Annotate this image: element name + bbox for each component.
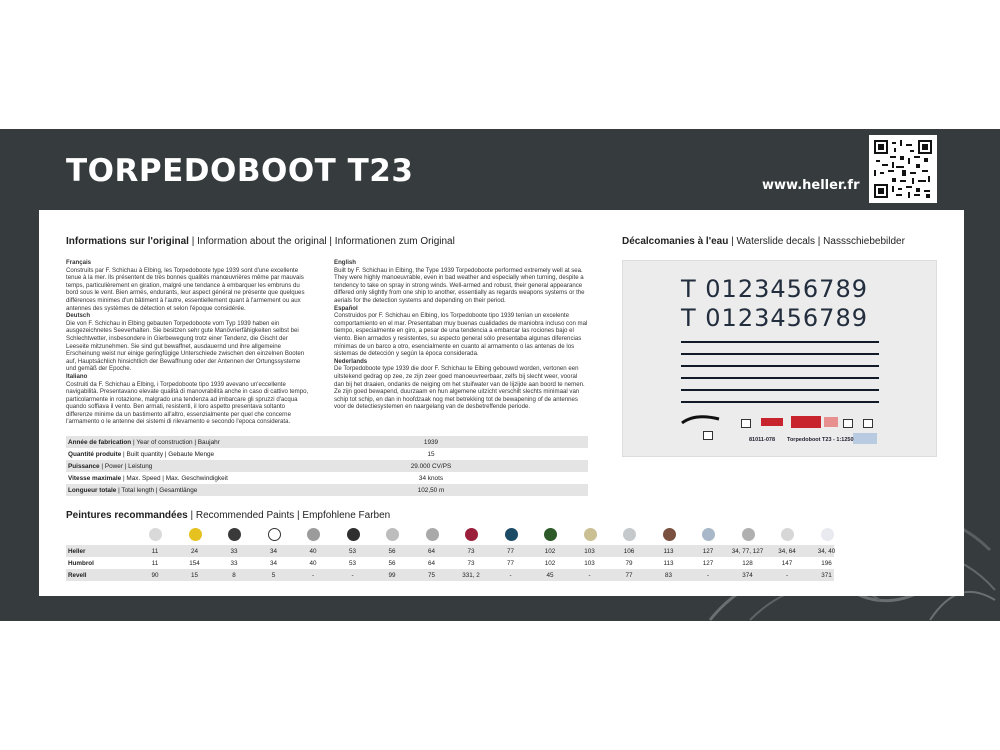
- paint-code: 53: [348, 548, 356, 555]
- decal-stripe: [681, 389, 879, 391]
- decal-ref: 81011-078: [749, 437, 775, 443]
- specs-table: [66, 436, 588, 496]
- paint-code: 24: [190, 548, 198, 555]
- paint-code: 34, 40: [817, 548, 836, 555]
- paint-code: 11: [151, 560, 159, 567]
- paint-code: 15: [190, 572, 198, 579]
- paint-swatch: [386, 528, 399, 541]
- paint-swatch: [189, 528, 202, 541]
- paint-code: 8: [232, 572, 236, 579]
- spec-row: Vitesse maximale | Max. Speed | Max. Geschwindigkeit 34 knots: [66, 472, 588, 484]
- decal-red-flag: [761, 418, 783, 426]
- paint-swatch: [268, 528, 281, 541]
- text-column-left: [66, 259, 312, 426]
- paint-code: 331, 2: [462, 572, 480, 579]
- paint-code: 34: [269, 548, 277, 555]
- paint-swatch: [663, 528, 676, 541]
- spec-value: 102,50 m: [417, 486, 445, 494]
- page-title: TORPEDOBOOT T23: [66, 153, 414, 189]
- paint-code: -: [588, 572, 591, 579]
- spec-value: 34 knots: [418, 474, 444, 482]
- paint-code: 73: [467, 548, 475, 555]
- paint-swatch: [465, 528, 478, 541]
- text-de: Die von F. Schichau in Elbing gebauten Torpedoboote vom Typ 1939 haben ein ausgezeichnetes Seeverhalten. Sie besitzen sehr gute Manövrierfähigkeiten selbst bei Schlechtwetter, insbesondere in Gierbewegung trotz einer Tendenz, die Gischt der Leeseite mitzunehmen. Sie sind gut bewaffnet, ausdauernd und ihre allgemeine Erscheinung weist nur einige geringfügige Unterschiede zwischen den einzelnen Booten auf, Hauptsächlich hinsichtlich der Bewaffnung oder der Antennen der Ortungssysteme und gemäß der Epoche.: [66, 319, 305, 373]
- paint-code: 90: [151, 572, 159, 579]
- paint-swatch: [505, 528, 518, 541]
- spec-value: 29.000 CV/PS: [410, 462, 452, 470]
- lang-label-en: English: [334, 259, 357, 266]
- brand-name: Humbrol: [68, 560, 94, 567]
- spec-row: Année de fabrication | Year of construction | Baujahr 1939: [66, 436, 588, 448]
- paints-heading: Peintures recommandées | Recommended Paints | Empfohlene Farben: [66, 510, 391, 521]
- paint-swatch: [307, 528, 320, 541]
- paint-code: 127: [702, 560, 714, 567]
- paint-swatch: [623, 528, 636, 541]
- lang-label-it: Italiano: [66, 372, 88, 380]
- paint-code: 53: [348, 560, 356, 567]
- brand-row-heller: [66, 545, 834, 557]
- text-it: Costruiti da F. Schichau a Elbing, i Torpedoboote tipo 1939 avevano un'eccellente navigabilità. Presentavano elevate qualità di manovrabilità anche in caso di cattivo tempo, particolarmente in rotazione, malgrado una tendenza ad imbarcare gli spruzzi d'acqua quando soffiava il vento. Ben armati, resistenti, il loro aspetto presentava soltanto differenze minime da un bastimento all'altro, essenzialmente per quel che concerne l'armamento o le antenne dei sistemi di rilevamento e secondo l'epoca considerata.: [66, 380, 309, 426]
- paint-swatch: [544, 528, 557, 541]
- info-panel: [39, 210, 964, 596]
- paint-code: 40: [309, 560, 317, 567]
- paint-code: -: [311, 572, 315, 579]
- text-nl: De Torpedoboote type 1939 die door F. Schichau te Elbing gebouwd worden, vertonen een uitstekend gedrag op zee, ze zijn zeer goed manoeuvreerbaar, zelfs bij slecht weer, vooral dan bij het draaien, ondanks de neiging om het stuifwater van de lijzijde aan boord te nemen. Ze zijn goed bewapend, duurzaam en hun algemene uitzicht verschilt slechts minimaal van schip tot schip, en dan in hoofdzaak nog met betrekking tot de bewapening of de antennes voor de detectiesystemen en naargelang van de desbetreffende periode.: [334, 365, 585, 411]
- spec-value: 1939: [423, 438, 439, 446]
- paint-code: 371: [821, 572, 832, 579]
- paint-code: 77: [506, 560, 514, 567]
- paint-code: 56: [388, 548, 396, 555]
- paint-code: 34, 64: [778, 548, 796, 555]
- decal-number-row: T 0123456789: [681, 304, 868, 332]
- paint-code: -: [706, 572, 710, 579]
- decal-hull-shape: [681, 413, 721, 425]
- paint-code: 73: [467, 560, 475, 567]
- decal-stripe: [681, 377, 879, 379]
- paint-swatch: [821, 528, 834, 541]
- paint-code: -: [351, 572, 354, 579]
- paint-code: 45: [546, 572, 554, 579]
- website-link[interactable]: www.heller.fr: [762, 178, 860, 193]
- brand-name: Heller: [68, 548, 86, 555]
- qr-code-icon[interactable]: [869, 135, 937, 203]
- lang-label-nl: Nederlands: [334, 357, 368, 365]
- paint-swatch: [781, 528, 794, 541]
- lang-label-de: Deutsch: [66, 312, 91, 320]
- paint-code: 77: [625, 572, 633, 579]
- paint-swatch: [584, 528, 597, 541]
- paint-code: 128: [742, 560, 753, 567]
- decal-small-box: [741, 419, 751, 428]
- paint-swatch: [149, 528, 162, 541]
- brand-name: Revell: [68, 572, 87, 579]
- paint-code: 34: [269, 560, 277, 567]
- paint-code: 83: [664, 572, 672, 579]
- paint-code: 147: [781, 560, 793, 567]
- paint-code: 64: [427, 548, 435, 555]
- paint-code: 103: [584, 560, 595, 567]
- paint-code: 113: [663, 548, 674, 555]
- decal-small-box: [703, 431, 713, 440]
- paint-code: 106: [623, 548, 635, 555]
- decal-pink-flag: [824, 417, 838, 427]
- spec-row: Longueur totale | Total length | Gesamtlänge 102,50 m: [66, 484, 588, 496]
- paint-code: -: [785, 572, 789, 579]
- decal-caption: Torpedoboot T23 - 1:1250: [787, 437, 854, 443]
- paint-code: 99: [388, 572, 396, 579]
- paint-swatch: [742, 528, 755, 541]
- paint-code: 102: [544, 560, 556, 567]
- text-fr: Construits par F. Schichau à Elbing, les Torpedoboote type 1939 sont d'une excellente tenue à la mer. Ils présentent de très bonnes qualités manœuvrières même par mauvais temps, particulièrement en giration, malgré une tendance à embarquer les embruns du bord sous le vent. Bien armés, endurants, leur aspect général ne présente que quelques différences minimes d'un bâtiment à l'autre, essentiellement quant à l'armement ou aux antennes des systèmes de détection et selon l'époque considérée.: [66, 266, 305, 312]
- paint-code: 33: [230, 548, 238, 555]
- paint-code: 11: [151, 548, 159, 555]
- paint-code: 34, 77, 127: [731, 548, 764, 555]
- spec-row: Quantité produite | Built quantity | Gebaute Menge 15: [66, 448, 588, 460]
- paint-code: 5: [271, 572, 276, 579]
- paint-code: 102: [544, 548, 556, 555]
- text-en: Built by F. Schichau in Elbing, the Type 1939 Torpedoboote performed extremely well at sea. They were highly manoeuvrable, even in bad weather and especially when turning, despite a tendency to take on spray in strong winds. Well-armed and robust, their general appearance differed only slightly from one ship to another, essentially as regards weapons systems or the aerials for the detection systems and depending on their period.: [334, 266, 585, 304]
- paint-swatch: [228, 528, 241, 541]
- paint-code: 127: [702, 548, 714, 555]
- decal-ensign: [791, 416, 821, 428]
- decal-small-box: [863, 419, 873, 428]
- decal-stripe: [681, 365, 879, 367]
- paint-code: 64: [427, 560, 435, 567]
- paint-swatch: [426, 528, 439, 541]
- lang-label-fr: Français: [66, 259, 92, 266]
- decal-blue-flag: [853, 433, 877, 444]
- paint-code: 103: [584, 548, 595, 555]
- text-column-right: [334, 259, 589, 411]
- spec-row: Puissance | Power | Leistung 29.000 CV/PS: [66, 460, 588, 472]
- decal-stripe: [681, 341, 879, 343]
- decal-stripe: [681, 353, 879, 355]
- decal-small-box: [843, 419, 853, 428]
- spec-value: 15: [427, 450, 435, 458]
- paint-code: 56: [388, 560, 396, 567]
- info-heading: Informations sur l'original | Information about the original | Informationen zum Original: [66, 236, 455, 247]
- paint-code: 40: [309, 548, 317, 555]
- paint-code: 196: [821, 560, 832, 567]
- lang-label-es: Español: [334, 304, 358, 312]
- paint-code: 374: [742, 572, 753, 579]
- paint-code: 75: [427, 572, 435, 579]
- paint-swatch: [702, 528, 715, 541]
- paint-code: 33: [230, 560, 238, 567]
- decal-stripe: [681, 401, 879, 403]
- decal-sheet: [622, 260, 937, 457]
- paint-code: 79: [625, 560, 633, 567]
- paint-code: 77: [506, 548, 514, 555]
- decal-number-row: T 0123456789: [681, 275, 868, 303]
- paint-code: 154: [189, 560, 200, 567]
- paint-swatch: [347, 528, 360, 541]
- paint-code: 113: [663, 560, 674, 567]
- brand-row-humbrol: [66, 557, 834, 569]
- text-es: Construidos por F. Schichau en Elbing, los Torpedoboote tipo 1939 tenían un excelente comportamiento en el mar. Presentaban muy buenas cualidades de maniobra incluso con mal tiempo, especialmente en giro, a pesar de una tendencia a embarcar las rociones bajo el viento. Bien armados y resistentes, su aspecto general sólo presentaba algunas diferencias mínimas de un barco a otro, esencialmente en cuanto al armamento o las antenas de los sistemas de detección y según la época considerada.: [334, 312, 588, 358]
- brand-row-revell: [66, 569, 834, 581]
- paint-code: -: [509, 572, 512, 579]
- decals-heading: Décalcomanies à l'eau | Waterslide decals | Nassschiebebilder: [622, 236, 905, 247]
